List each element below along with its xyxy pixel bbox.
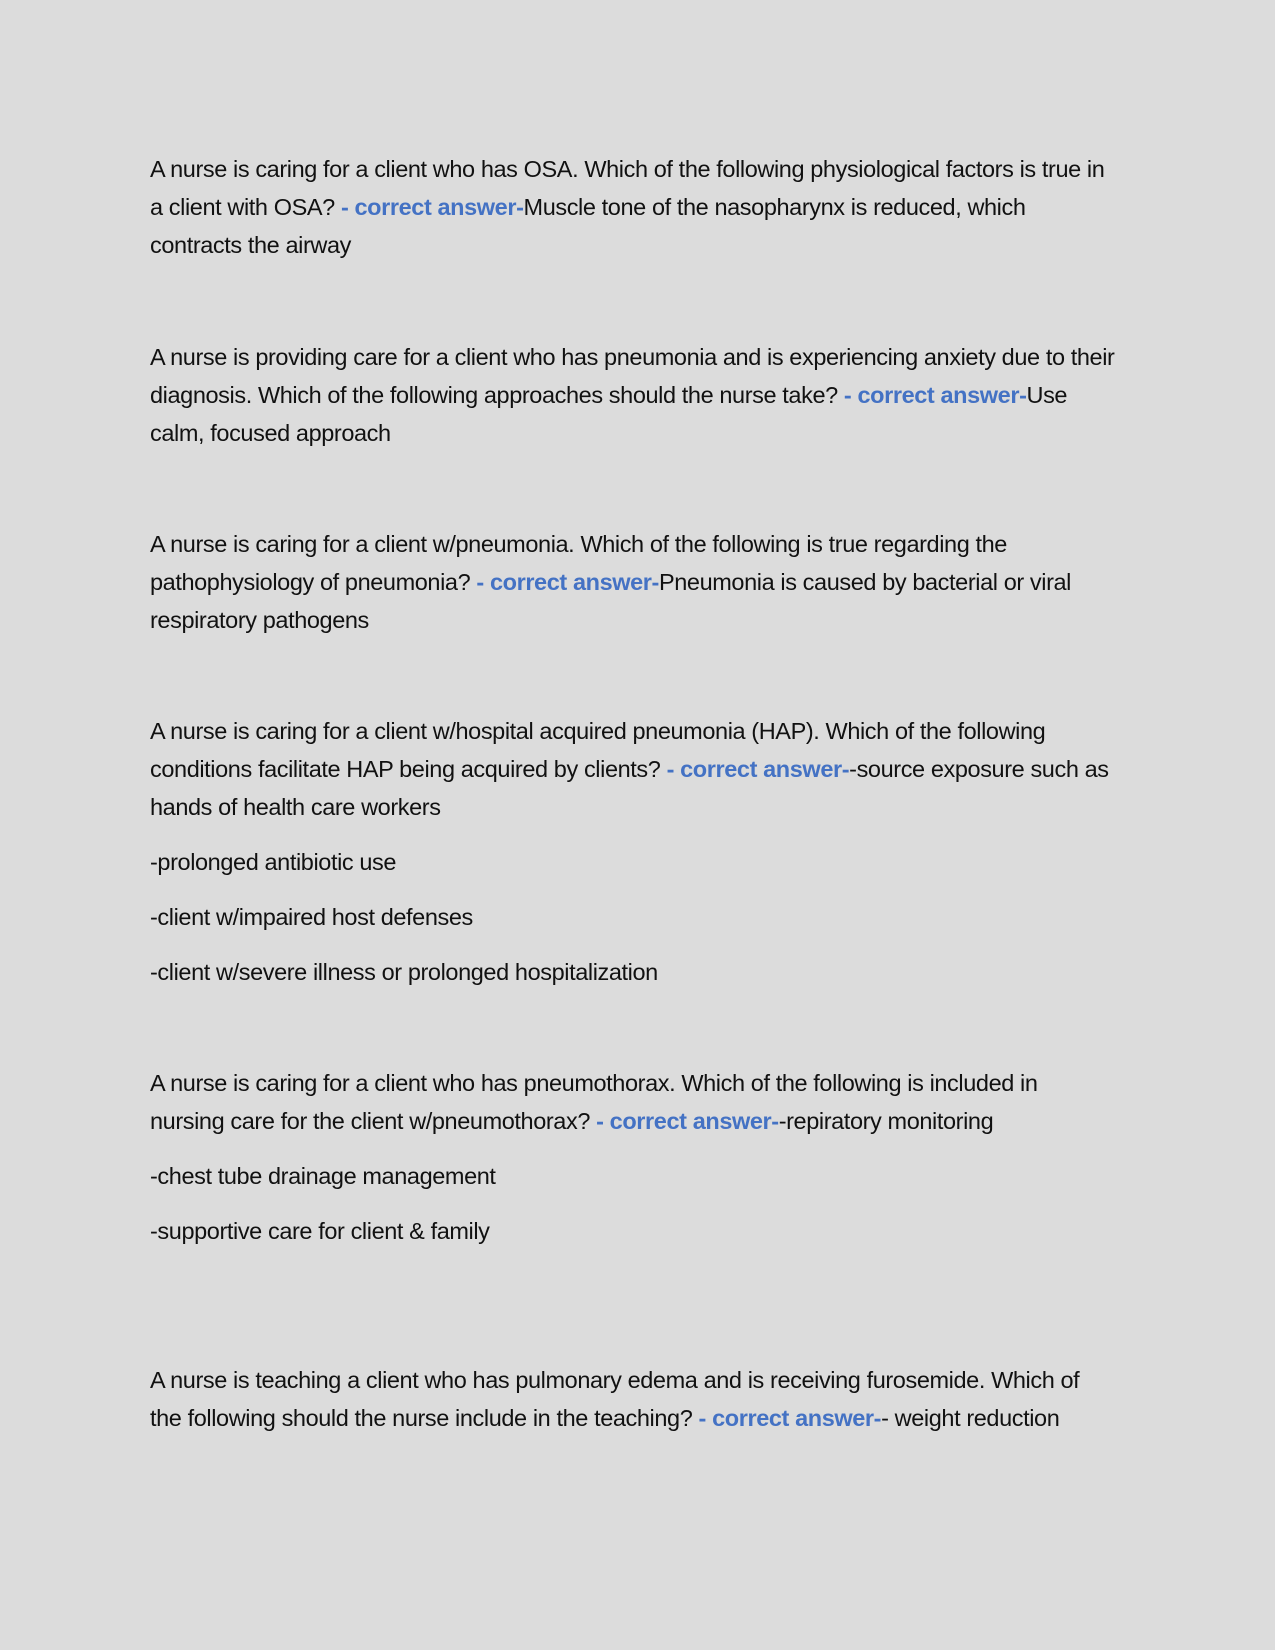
question-text: A nurse is caring for a client who has pneumothorax. Which of the following is included in nursing care for the client w/pneumothorax?: [150, 1070, 1038, 1134]
question-paragraph: [150, 1064, 1115, 1140]
qa-item-1: [150, 150, 1115, 264]
question-text: A nurse is caring for a client who has OSA. Which of the following physiological factors is true in a client with OSA?: [150, 156, 1105, 220]
question-text: A nurse is teaching a client who has pulmonary edema and is receiving furosemide. Which of the following should the nurse include in the teaching?: [150, 1367, 1080, 1431]
answer-text: -repiratory monitoring: [778, 1108, 994, 1134]
qa-item-4: [150, 712, 1115, 991]
correct-answer-label: - correct answer-: [476, 569, 659, 595]
question-paragraph: [150, 1361, 1115, 1437]
answer-bullet: -prolonged antibiotic use: [150, 849, 397, 875]
qa-item-6: [150, 1361, 1115, 1437]
qa-item-2: [150, 338, 1115, 452]
question-paragraph: [150, 525, 1115, 639]
answer-text: - weight reduction: [881, 1405, 1060, 1431]
question-paragraph: [150, 150, 1115, 264]
correct-answer-label: - correct answer-: [666, 756, 850, 782]
answer-bullet: -supportive care for client & family: [150, 1218, 490, 1244]
answer-text: Use calm, focused approach: [150, 382, 1068, 446]
answer-bullet: -client w/impaired host defenses: [150, 904, 473, 930]
question-text: A nurse is caring for a client w/hospital acquired pneumonia (HAP). Which of the following conditions facilitate HAP being acquired by clients?: [150, 718, 1046, 782]
correct-answer-label: - correct answer-: [698, 1405, 882, 1431]
correct-answer-label: - correct answer-: [596, 1108, 779, 1134]
question-paragraph: [150, 712, 1115, 826]
correct-answer-label: - correct answer-: [340, 194, 524, 220]
answer-bullet: -chest tube drainage management: [150, 1163, 496, 1189]
answer-bullet: -client w/severe illness or prolonged hospitalization: [150, 959, 658, 985]
answer-text: Pneumonia is caused by bacterial or viral respiratory pathogens: [150, 569, 1072, 633]
correct-answer-label: - correct answer-: [843, 382, 1027, 408]
answer-text: Muscle tone of the nasopharynx is reduced, which contracts the airway: [150, 194, 1026, 258]
question-text: A nurse is caring for a client w/pneumonia. Which of the following is true regarding the pathophysiology of pneumonia?: [150, 531, 1007, 595]
question-paragraph: [150, 338, 1115, 452]
question-text: A nurse is providing care for a client who has pneumonia and is experiencing anxiety due to their diagnosis. Which of the following approaches should the nurse take?: [150, 344, 1115, 408]
answer-text: -source exposure such as hands of health care workers: [150, 756, 1109, 820]
qa-item-3: [150, 525, 1115, 639]
qa-item-5: [150, 1064, 1115, 1250]
